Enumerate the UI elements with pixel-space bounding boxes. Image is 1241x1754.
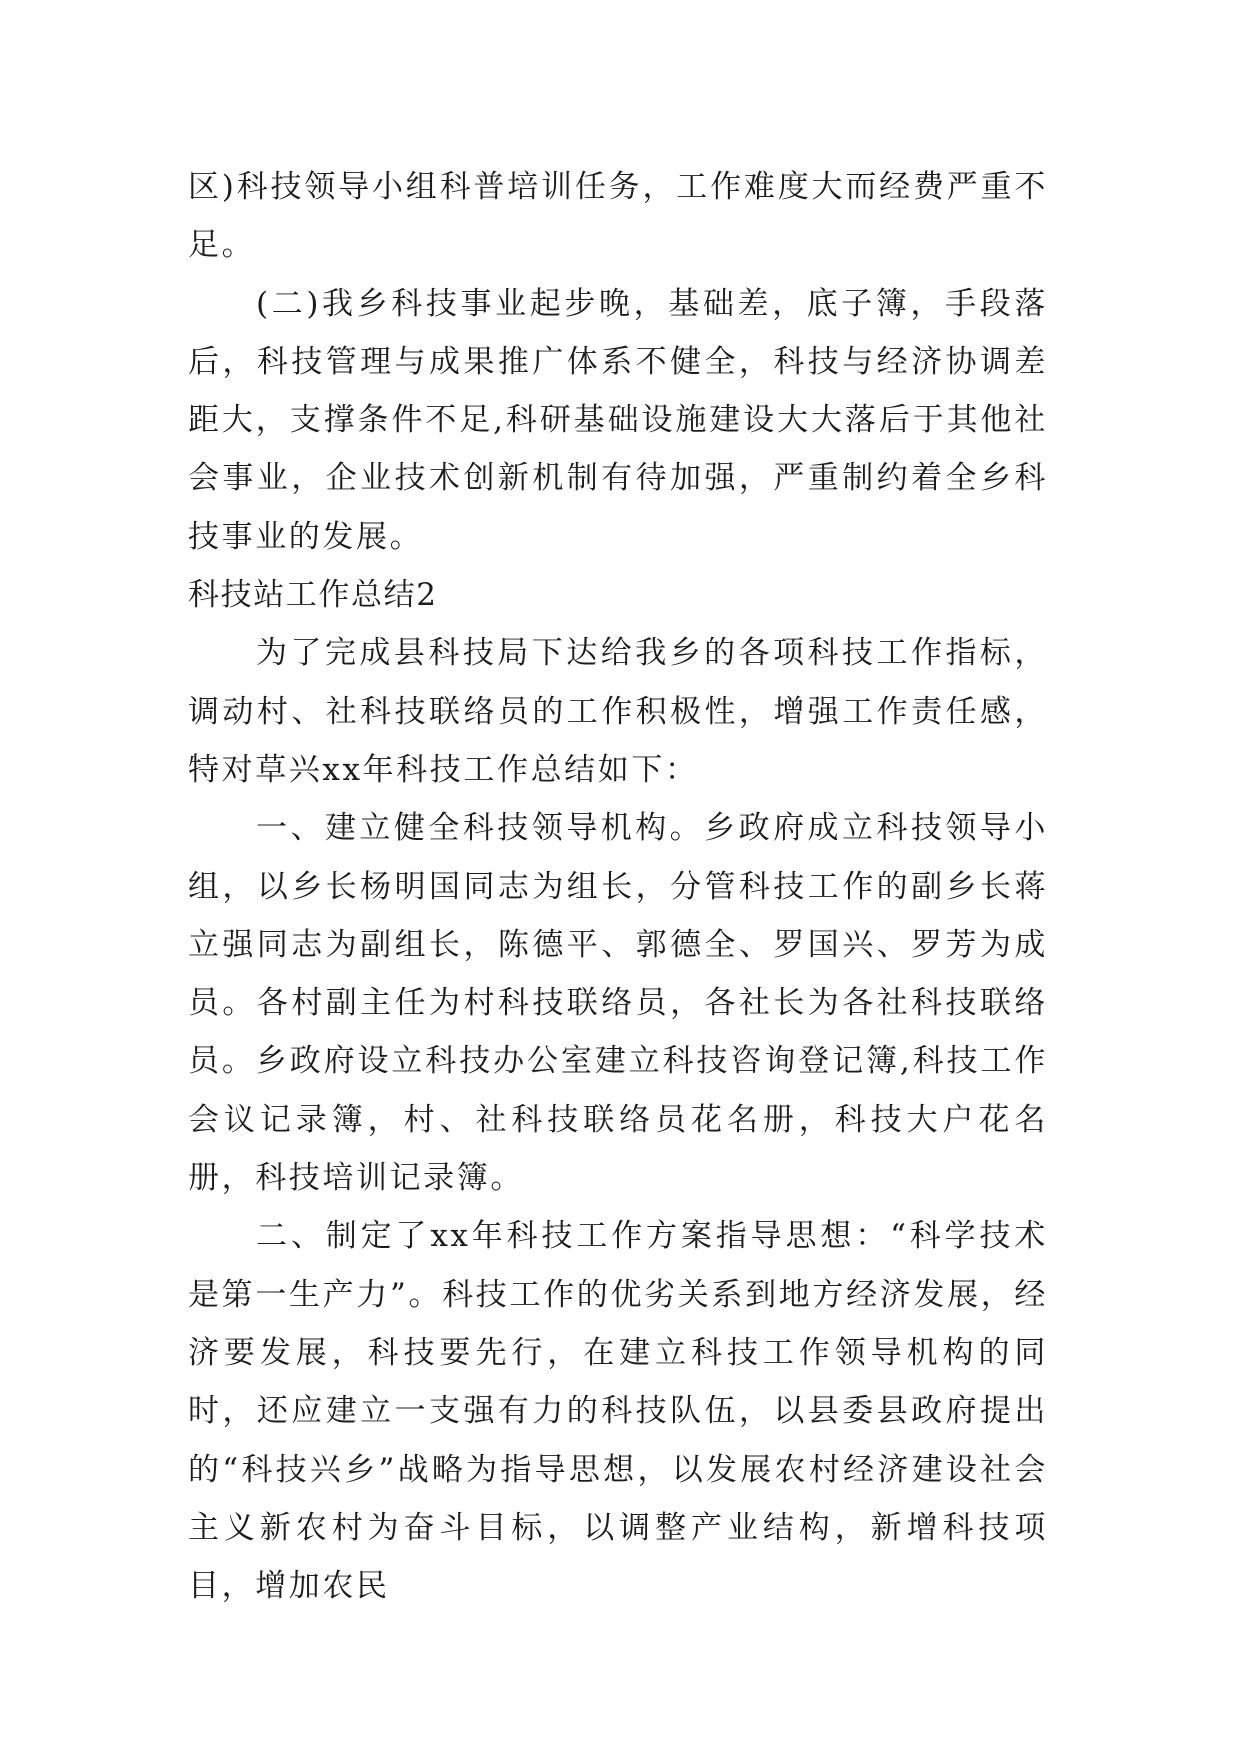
- paragraph-item-one: 一、建立健全科技领导机构。乡政府成立科技领导小组，以乡长杨明国同志为组长，分管科技工作的副乡长蒋立强同志为副组长，陈德平、郭德全、罗国兴、罗芳为成员。各村副主任为村科技联络员，各社长为各社科技联络员。乡政府设立科技办公室建立科技咨询登记簿,科技工作会议记录簿，村、社科技联络员花名册，科技大户花名册，科技培训记录簿。: [188, 810, 1048, 1197]
- section-heading: 科技站工作总结2: [188, 577, 438, 614]
- document-body: [188, 158, 1048, 1615]
- paragraph-continued: 区)科技领导小组科普培训任务，工作难度大而经费严重不足。: [188, 169, 1048, 264]
- paragraph-intro: 为了完成县科技局下达给我乡的各项科技工作指标，调动村、社科技联络员的工作积极性，增强工作责任感，特对草兴xx年科技工作总结如下：: [188, 635, 1048, 788]
- paragraph-item-two: 二、制定了xx年科技工作方案指导思想：“科学技术是第一生产力”。科技工作的优劣关系到地方经济发展，经济要发展，科技要先行，在建立科技工作领导机构的同时，还应建立一支强有力的科技队伍，以县委县政府提出的“科技兴乡”战略为指导思想，以发展农村经济建设社会主义新农村为奋斗目标，以调整产业结构，新增科技项目，增加农民: [188, 1218, 1048, 1605]
- paragraph-section-two: (二)我乡科技事业起步晚，基础差，底子簿，手段落后，科技管理与成果推广体系不健全，科技与经济协调差距大，支撑条件不足,科研基础设施建设大大落后于其他社会事业，企业技术创新机制有待加强，严重制约着全乡科技事业的发展。: [188, 285, 1048, 555]
